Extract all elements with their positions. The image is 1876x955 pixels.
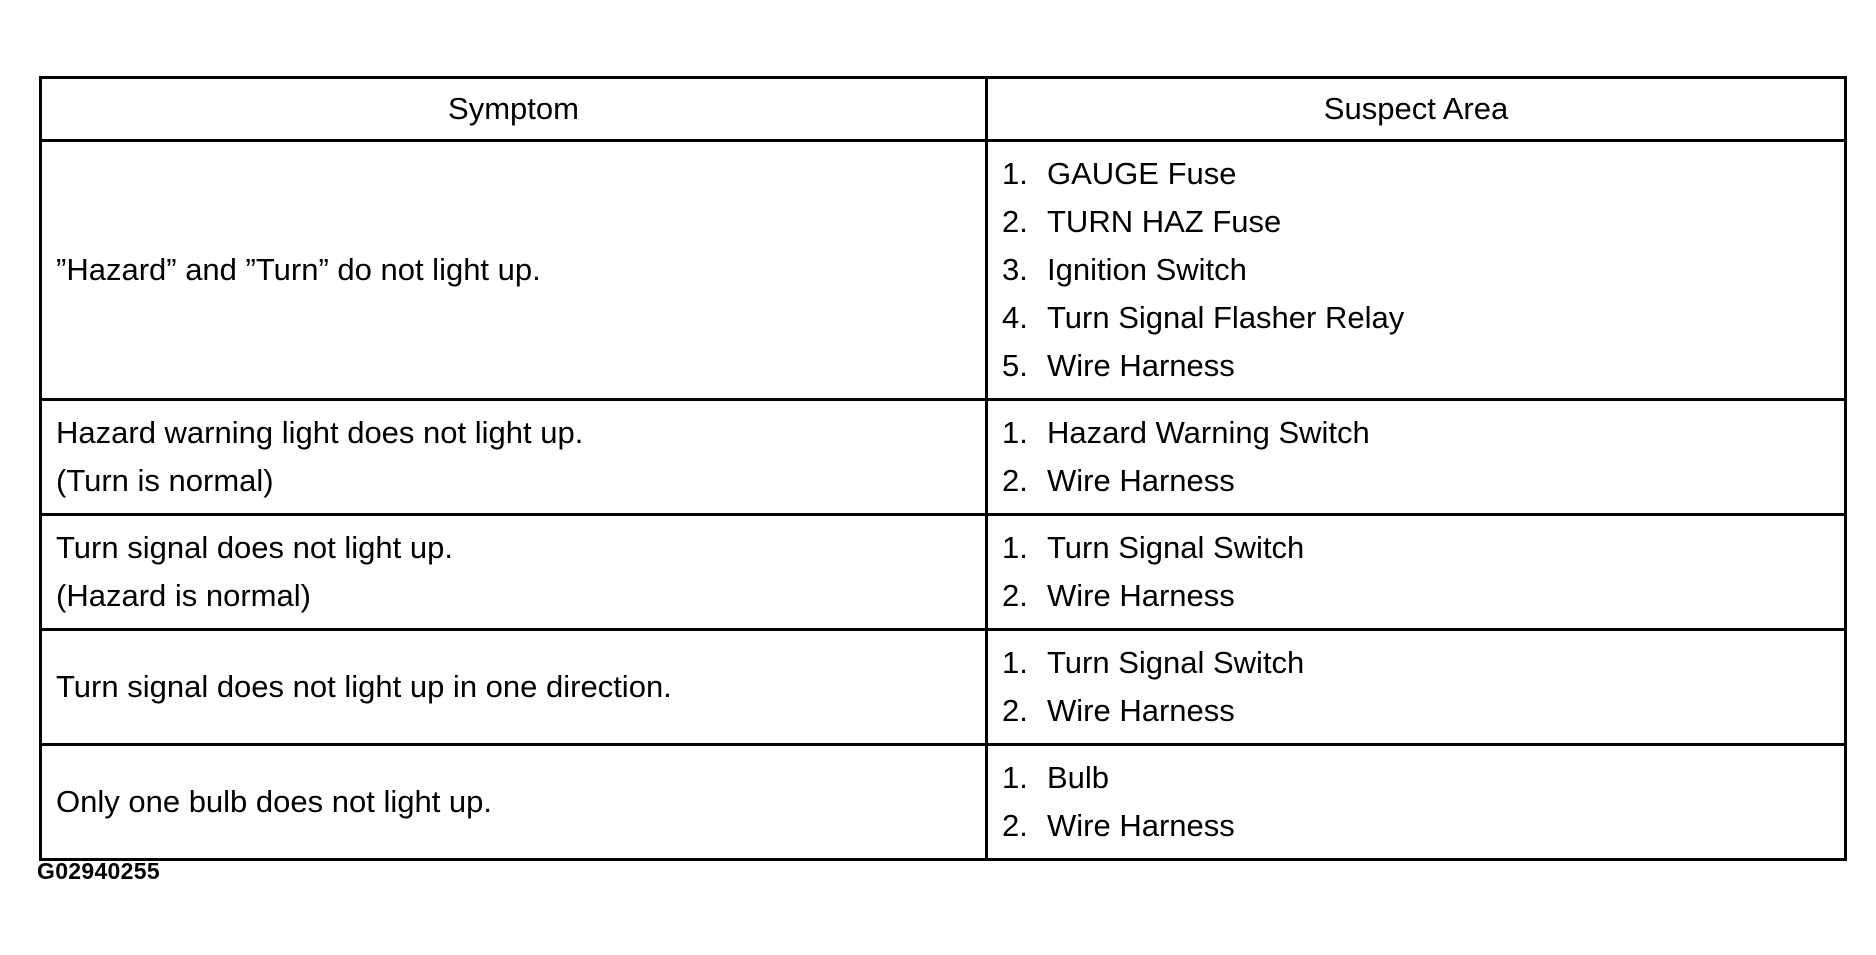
item-number: 1. [1002,156,1028,191]
table-header-row [41,78,1846,141]
table-row [41,400,1846,515]
item-number: 2. [1002,693,1028,728]
suspect-area-list [1002,409,1844,505]
suspect-area-cell [987,630,1846,745]
item-text: Bulb [1047,760,1110,795]
suspect-area-item [1002,524,1844,572]
symptom-text: ”Hazard” and ”Turn” do not light up. [56,252,541,287]
item-number: 3. [1002,252,1028,287]
suspect-area-item [1002,294,1844,342]
symptom-text: Turn signal does not light up. [56,530,453,565]
item-number: 5. [1002,348,1028,383]
item-text: Turn Signal Switch [1047,530,1305,565]
symptom-text: Turn signal does not light up in one direction. [56,669,672,704]
suspect-area-item [1002,639,1844,687]
suspect-area-item [1002,754,1844,802]
symptom-cell [41,630,987,745]
symptom-column-header: Symptom [41,78,987,141]
item-text: Wire Harness [1047,348,1235,383]
suspect-area-item [1002,246,1844,294]
table-row [41,515,1846,630]
symptom-cell [41,515,987,630]
item-text: Turn Signal Flasher Relay [1047,300,1405,335]
item-number: 1. [1002,760,1028,795]
item-number: 2. [1002,204,1028,239]
table-body [41,141,1846,860]
suspect-area-item [1002,457,1844,505]
item-number: 1. [1002,645,1028,680]
table-row [41,630,1846,745]
item-number: 2. [1002,578,1028,613]
suspect-area-item [1002,802,1844,850]
symptom-text: (Hazard is normal) [56,578,311,613]
table-row [41,141,1846,400]
item-text: Wire Harness [1047,693,1235,728]
suspect-area-cell [987,400,1846,515]
suspect-area-cell [987,745,1846,860]
item-text: Wire Harness [1047,578,1235,613]
suspect-area-list [1002,524,1844,620]
item-number: 1. [1002,415,1028,450]
suspect-area-item [1002,409,1844,457]
suspect-area-cell [987,515,1846,630]
symptom-cell [41,141,987,400]
item-text: GAUGE Fuse [1047,156,1237,191]
suspect-area-item [1002,687,1844,735]
item-text: Ignition Switch [1047,252,1247,287]
figure-code: G02940255 [37,858,160,884]
suspect-area-item [1002,150,1844,198]
symptom-cell [41,745,987,860]
symptom-text: (Turn is normal) [56,463,274,498]
suspect-area-cell [987,141,1846,400]
item-text: Wire Harness [1047,463,1235,498]
suspect-area-list [1002,150,1844,390]
item-number: 2. [1002,463,1028,498]
symptom-table [39,76,1847,861]
item-text: Turn Signal Switch [1047,645,1305,680]
symptom-cell [41,400,987,515]
item-text: Wire Harness [1047,808,1235,843]
item-number: 1. [1002,530,1028,565]
symptom-text: Hazard warning light does not light up. [56,415,584,450]
suspect-area-item [1002,572,1844,620]
suspect-area-item [1002,198,1844,246]
table-row [41,745,1846,860]
suspect-area-list [1002,639,1844,735]
symptom-text: Only one bulb does not light up. [56,784,493,819]
suspect-area-list [1002,754,1844,850]
suspect-area-column-header: Suspect Area [987,78,1846,141]
suspect-area-item [1002,342,1844,390]
item-text: TURN HAZ Fuse [1047,204,1282,239]
item-text: Hazard Warning Switch [1047,415,1370,450]
item-number: 4. [1002,300,1028,335]
item-number: 2. [1002,808,1028,843]
